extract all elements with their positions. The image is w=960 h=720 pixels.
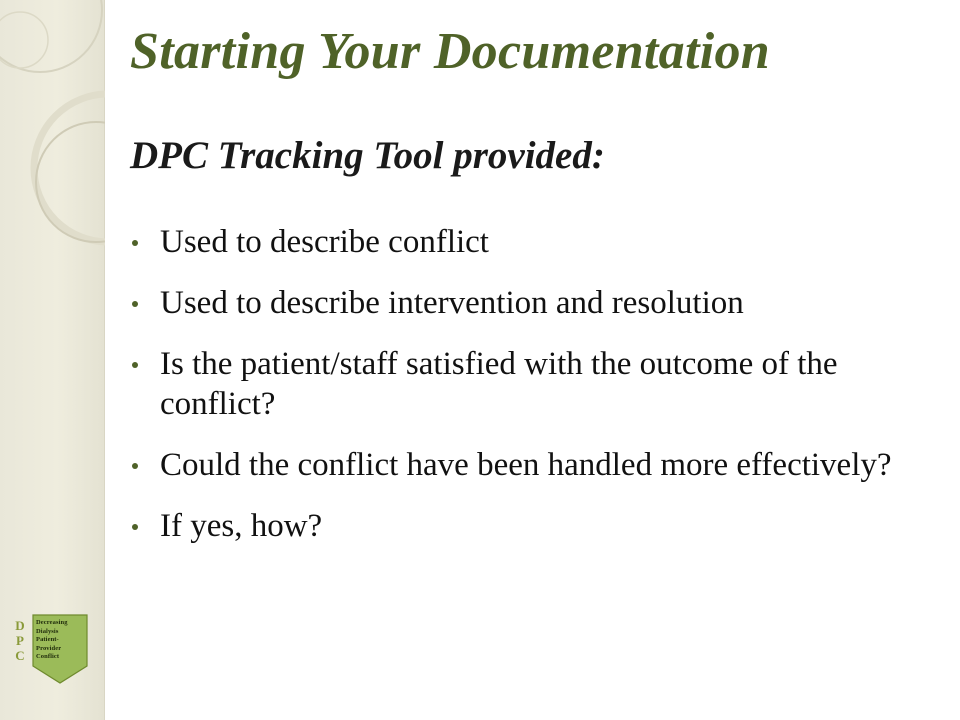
bullet-text: Used to describe intervention and resolution bbox=[160, 285, 744, 321]
logo-text-line: Patient- bbox=[36, 636, 59, 644]
logo-letter: P bbox=[16, 633, 24, 648]
dpc-logo-letters bbox=[12, 618, 28, 663]
bullet-dot-icon bbox=[132, 463, 138, 469]
bullet-list bbox=[130, 222, 930, 567]
bullet-dot-icon bbox=[132, 524, 138, 530]
bullet-text: Used to describe conflict bbox=[160, 224, 489, 260]
bullet-text: Is the patient/staff satisfied with the outcome of the conflict? bbox=[160, 346, 838, 422]
bullet-item bbox=[130, 445, 930, 485]
decorative-circles bbox=[0, 0, 105, 720]
logo-letter: C bbox=[15, 648, 25, 663]
dpc-logo bbox=[10, 614, 86, 684]
bullet-dot-icon bbox=[132, 362, 138, 368]
slide-subtitle: DPC Tracking Tool provided: bbox=[130, 134, 605, 177]
bullet-text: Could the conflict have been handled more effectively? bbox=[160, 447, 892, 483]
bullet-text: If yes, how? bbox=[160, 508, 323, 544]
logo-text-line: Dialysis bbox=[36, 627, 59, 635]
logo-letter: D bbox=[15, 618, 25, 633]
bullet-dot-icon bbox=[132, 240, 138, 246]
logo-text-line: Provider bbox=[36, 644, 62, 652]
bullet-dot-icon bbox=[132, 301, 138, 307]
logo-text-line: Conflict bbox=[36, 653, 60, 661]
bullet-item bbox=[130, 222, 930, 262]
bullet-item bbox=[130, 283, 930, 323]
logo-text-line: Decreasing bbox=[36, 619, 68, 626]
dpc-logo-text bbox=[36, 619, 84, 662]
decorative-sidebar bbox=[0, 0, 105, 720]
bullet-item bbox=[130, 506, 930, 546]
slide-title: Starting Your Documentation bbox=[130, 23, 770, 80]
bullet-item bbox=[130, 344, 930, 424]
